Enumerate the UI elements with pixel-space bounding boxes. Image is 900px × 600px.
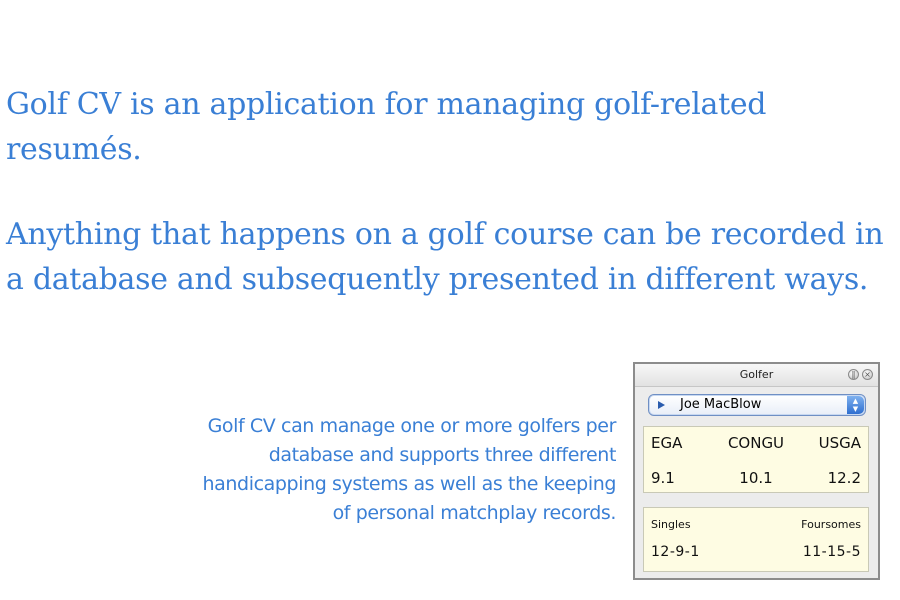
pause-icon[interactable]: ∥ (848, 369, 859, 380)
matchplay-box (643, 507, 869, 572)
close-icon[interactable]: × (862, 369, 873, 380)
matchplay-header-foursomes: Foursomes (801, 518, 861, 531)
intro-line-2: Anything that happens on a golf course can be recorded in a database and subsequently presented in different ways. (6, 217, 884, 297)
panel-titlebar[interactable] (635, 364, 878, 387)
titlebar-buttons (848, 369, 873, 380)
intro-text (6, 82, 896, 302)
golfer-panel (633, 362, 880, 580)
handicap-box (643, 426, 869, 493)
matchplay-value-singles: 12-9-1 (651, 544, 700, 560)
intro-line-1: Golf CV is an application for managing golf-related resumés. (6, 87, 767, 167)
matchplay-header-singles: Singles (651, 518, 691, 531)
triangle-right-icon (658, 401, 665, 409)
golfer-select-value: Joe MacBlow (680, 397, 762, 412)
handicap-header-congu: CONGU (727, 434, 785, 452)
up-down-arrows-icon[interactable]: ▲ ▼ (847, 396, 864, 414)
handicap-value-usga: 12.2 (827, 469, 861, 487)
handicap-header-ega: EGA (651, 434, 683, 452)
feature-caption: Golf CV can manage one or more golfers per database and supports three different handicapping systems as well as the keeping of personal matchplay records. (202, 415, 616, 524)
handicap-header-usga: USGA (818, 434, 861, 452)
handicap-value-congu: 10.1 (739, 469, 773, 487)
panel-title: Golfer (739, 368, 774, 381)
matchplay-value-foursomes: 11-15-5 (802, 544, 861, 560)
golfer-select[interactable] (648, 394, 866, 416)
handicap-value-ega: 9.1 (651, 469, 675, 487)
